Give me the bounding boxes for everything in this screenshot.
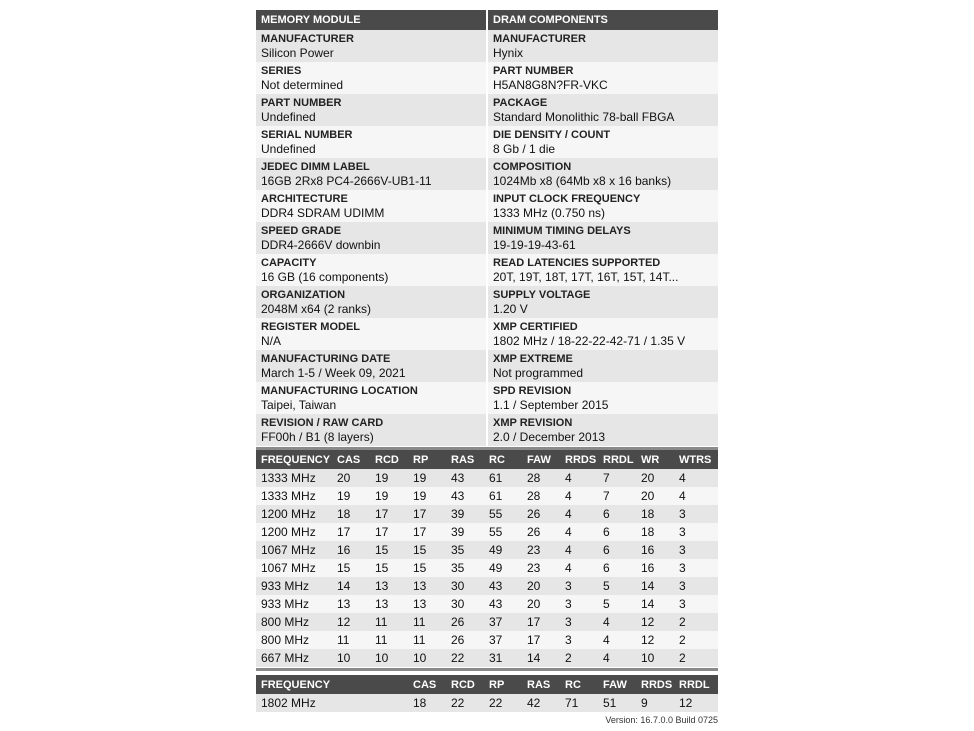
table-cell: 5 [598,595,636,613]
table-cell: 800 MHz [256,613,332,631]
table-cell: 71 [560,694,598,712]
table-cell: 39 [446,505,484,523]
table-cell: 49 [484,541,522,559]
table-cell: 18 [636,505,674,523]
table-cell: 28 [522,469,560,487]
table-cell: 55 [484,523,522,541]
info-cell [256,414,486,446]
table-cell: 9 [636,694,674,712]
info-label: SUPPLY VOLTAGE [493,289,591,301]
table-cell: 3 [674,505,718,523]
table-cell: 55 [484,505,522,523]
info-value: Not programmed [493,366,584,380]
jedec-timings-table [256,450,718,667]
table-cell: 4 [560,505,598,523]
column-header: CAS [332,450,370,469]
info-label: SPD REVISION [493,385,572,397]
info-value: 2048M x64 (2 ranks) [261,302,372,316]
table-cell: 1067 MHz [256,541,332,559]
table-cell: 22 [446,694,484,712]
table-cell: 16 [636,541,674,559]
table-cell: 1200 MHz [256,523,332,541]
table-cell: 3 [674,541,718,559]
table-cell: 20 [522,577,560,595]
info-value: Undefined [261,142,316,156]
info-value: Undefined [261,110,316,124]
table-cell: 15 [408,559,446,577]
table-cell: 3 [674,595,718,613]
info-label: CAPACITY [261,257,317,269]
table-cell: 6 [598,559,636,577]
info-cell [488,382,718,414]
table-cell: 933 MHz [256,595,332,613]
table-cell: 3 [674,577,718,595]
info-value: March 1-5 / Week 09, 2021 [261,366,406,380]
info-label: PACKAGE [493,97,548,109]
table-cell: 1333 MHz [256,469,332,487]
info-cell [488,94,718,126]
table-cell: 11 [370,613,408,631]
table-row [256,505,718,523]
table-cell: 15 [370,541,408,559]
column-header: RRDS [560,450,598,469]
info-cell [256,94,486,126]
spd-report [256,10,718,725]
info-value: 19-19-19-43-61 [493,238,576,252]
info-value: 16 GB (16 components) [261,270,389,284]
info-label: MINIMUM TIMING DELAYS [493,225,631,237]
info-value: 20T, 19T, 18T, 17T, 16T, 15T, 14T... [493,270,679,284]
table-cell: 667 MHz [256,649,332,667]
info-value: DDR4-2666V downbin [261,238,381,252]
table-cell: 26 [522,523,560,541]
table-cell: 17 [370,505,408,523]
table-cell: 933 MHz [256,577,332,595]
table-cell: 51 [598,694,636,712]
table-cell: 11 [370,631,408,649]
table-cell: 17 [522,631,560,649]
column-header: RCD [446,675,484,694]
table-cell: 16 [332,541,370,559]
table-cell: 4 [560,559,598,577]
table-cell: 26 [522,505,560,523]
table-cell: 13 [408,595,446,613]
info-cell [488,222,718,254]
column-header: RC [484,450,522,469]
table-cell: 61 [484,469,522,487]
column-header: FAW [522,450,560,469]
info-label: XMP REVISION [493,417,573,429]
jedec-header-row [256,450,718,469]
table-cell: 4 [560,469,598,487]
info-value: 1.20 V [493,302,528,316]
table-row [256,577,718,595]
table-cell: 13 [370,595,408,613]
info-cell [256,350,486,382]
info-cell [488,190,718,222]
table-cell: 7 [598,487,636,505]
table-cell: 11 [332,631,370,649]
column-header: FAW [598,675,636,694]
table-cell: 17 [522,613,560,631]
xmp-timings-table [256,675,718,712]
info-cell [488,318,718,350]
column-header: RC [560,675,598,694]
table-cell: 17 [370,523,408,541]
table-cell: 17 [332,523,370,541]
info-label: MANUFACTURER [493,33,586,45]
table-cell: 14 [332,577,370,595]
memory-module-column [256,10,486,446]
table-cell: 23 [522,559,560,577]
table-cell: 2 [674,649,718,667]
table-cell: 19 [408,487,446,505]
table-cell: 20 [522,595,560,613]
info-value: 1.1 / September 2015 [493,398,609,412]
info-label: XMP CERTIFIED [493,321,578,333]
table-cell: 37 [484,613,522,631]
table-cell: 1802 MHz [256,694,408,712]
info-cell [256,318,486,350]
column-header: RRDS [636,675,674,694]
version-label: Version: 16.7.0.0 Build 0725 [605,715,718,725]
table-cell: 4 [674,469,718,487]
table-cell: 2 [560,649,598,667]
info-label: PART NUMBER [261,97,342,109]
info-cell [256,382,486,414]
table-cell: 10 [408,649,446,667]
table-cell: 30 [446,577,484,595]
table-cell: 19 [332,487,370,505]
info-cell [256,286,486,318]
info-grid [256,10,718,446]
info-value: Standard Monolithic 78-ball FBGA [493,110,675,124]
column-header: WR [636,450,674,469]
table-row [256,595,718,613]
table-row [256,541,718,559]
table-cell: 12 [636,613,674,631]
info-label: READ LATENCIES SUPPORTED [493,257,661,269]
info-cell [256,190,486,222]
info-value: H5AN8G8N?FR-VKC [493,78,608,92]
table-cell: 22 [446,649,484,667]
info-value: FF00h / B1 (8 layers) [261,430,374,444]
table-cell: 3 [560,595,598,613]
table-row [256,631,718,649]
info-value: 16GB 2Rx8 PC4-2666V-UB1-11 [261,174,432,188]
info-cell [256,254,486,286]
table-cell: 4 [560,523,598,541]
table-cell: 2 [674,631,718,649]
column-header: RAS [446,450,484,469]
table-cell: 10 [332,649,370,667]
info-value: 8 Gb / 1 die [493,142,556,156]
table-cell: 3 [560,613,598,631]
table-cell: 10 [636,649,674,667]
table-cell: 1067 MHz [256,559,332,577]
table-cell: 49 [484,559,522,577]
table-cell: 6 [598,505,636,523]
info-label: ORGANIZATION [261,289,346,301]
table-cell: 15 [332,559,370,577]
table-cell: 35 [446,541,484,559]
info-cell [256,62,486,94]
table-cell: 19 [370,469,408,487]
dram-components-column [488,10,718,446]
table-cell: 4 [560,487,598,505]
table-row [256,469,718,487]
table-cell: 20 [636,469,674,487]
table-cell: 20 [332,469,370,487]
table-cell: 43 [446,487,484,505]
table-cell: 30 [446,595,484,613]
table-cell: 7 [598,469,636,487]
table-cell: 14 [522,649,560,667]
table-cell: 1200 MHz [256,505,332,523]
info-cell [488,414,718,446]
info-label: MANUFACTURER [261,33,354,45]
info-label: SPEED GRADE [261,225,342,237]
table-cell: 43 [484,577,522,595]
table-cell: 22 [484,694,522,712]
table-cell: 3 [674,559,718,577]
column-header: RRDL [674,675,718,694]
table-cell: 28 [522,487,560,505]
table-row [256,559,718,577]
table-cell: 2 [674,613,718,631]
info-value: Silicon Power [261,46,334,60]
info-cell [488,158,718,190]
table-cell: 15 [408,541,446,559]
column-header: RAS [522,675,560,694]
info-cell [488,62,718,94]
table-cell: 37 [484,631,522,649]
table-cell: 19 [370,487,408,505]
info-label: DIE DENSITY / COUNT [493,129,611,141]
table-cell: 13 [370,577,408,595]
info-label: REGISTER MODEL [261,321,361,333]
table-cell: 14 [636,577,674,595]
xmp-header-row [256,675,718,694]
table-cell: 4 [560,541,598,559]
info-cell [256,222,486,254]
info-cell [488,254,718,286]
table-cell: 17 [408,505,446,523]
info-label: MANUFACTURING LOCATION [261,385,418,397]
table-cell: 11 [408,631,446,649]
table-cell: 6 [598,541,636,559]
table-row [256,613,718,631]
info-cell [488,126,718,158]
table-cell: 13 [332,595,370,613]
column-header: RP [484,675,522,694]
info-value: Taipei, Taiwan [261,398,337,412]
table-cell: 12 [332,613,370,631]
section-divider [256,668,718,675]
table-cell: 31 [484,649,522,667]
table-cell: 4 [598,649,636,667]
table-cell: 35 [446,559,484,577]
info-cell [256,158,486,190]
column-header: RRDL [598,450,636,469]
column-header: FREQUENCY [256,450,332,469]
info-cell [256,126,486,158]
table-cell: 4 [674,487,718,505]
column-header: FREQUENCY [256,675,408,694]
info-cell [488,30,718,62]
memory-module-header: MEMORY MODULE [256,10,486,30]
table-cell: 3 [674,523,718,541]
info-label: PART NUMBER [493,65,574,77]
info-label: COMPOSITION [493,161,572,173]
table-cell: 43 [484,595,522,613]
dram-components-header: DRAM COMPONENTS [488,10,718,30]
table-row [256,694,718,712]
info-label: INPUT CLOCK FREQUENCY [493,193,641,205]
table-cell: 13 [408,577,446,595]
table-cell: 18 [332,505,370,523]
info-label: SERIAL NUMBER [261,129,353,141]
table-cell: 42 [522,694,560,712]
column-header: CAS [408,675,446,694]
table-row [256,523,718,541]
info-value: 1024Mb x8 (64Mb x8 x 16 banks) [493,174,672,188]
table-cell: 800 MHz [256,631,332,649]
table-cell: 10 [370,649,408,667]
info-cell [488,350,718,382]
info-label: XMP EXTREME [493,353,573,365]
table-cell: 3 [560,577,598,595]
info-cell [488,286,718,318]
table-cell: 16 [636,559,674,577]
info-cell [256,30,486,62]
table-cell: 61 [484,487,522,505]
table-cell: 12 [674,694,718,712]
column-header: WTRS [674,450,718,469]
column-header: RP [408,450,446,469]
info-label: JEDEC DIMM LABEL [261,161,370,173]
table-cell: 4 [598,613,636,631]
table-cell: 20 [636,487,674,505]
table-cell: 23 [522,541,560,559]
info-value: 2.0 / December 2013 [493,430,606,444]
table-cell: 18 [636,523,674,541]
table-cell: 26 [446,631,484,649]
info-label: REVISION / RAW CARD [261,417,384,429]
info-value: Not determined [261,78,344,92]
info-value: DDR4 SDRAM UDIMM [261,206,385,220]
table-cell: 3 [560,631,598,649]
table-cell: 18 [408,694,446,712]
table-cell: 19 [408,469,446,487]
table-cell: 39 [446,523,484,541]
table-cell: 14 [636,595,674,613]
info-value: Hynix [493,46,524,60]
table-cell: 26 [446,613,484,631]
info-value: N/A [261,334,282,348]
table-cell: 17 [408,523,446,541]
column-header: RCD [370,450,408,469]
table-row [256,649,718,667]
table-cell: 15 [370,559,408,577]
table-cell: 43 [446,469,484,487]
table-cell: 4 [598,631,636,649]
table-cell: 5 [598,577,636,595]
info-value: 1333 MHz (0.750 ns) [493,206,606,220]
table-cell: 11 [408,613,446,631]
table-cell: 6 [598,523,636,541]
table-cell: 1333 MHz [256,487,332,505]
table-row [256,487,718,505]
info-label: SERIES [261,65,302,77]
table-cell: 12 [636,631,674,649]
info-value: 1802 MHz / 18-22-22-42-71 / 1.35 V [493,334,686,348]
info-label: ARCHITECTURE [261,193,348,205]
info-label: MANUFACTURING DATE [261,353,391,365]
